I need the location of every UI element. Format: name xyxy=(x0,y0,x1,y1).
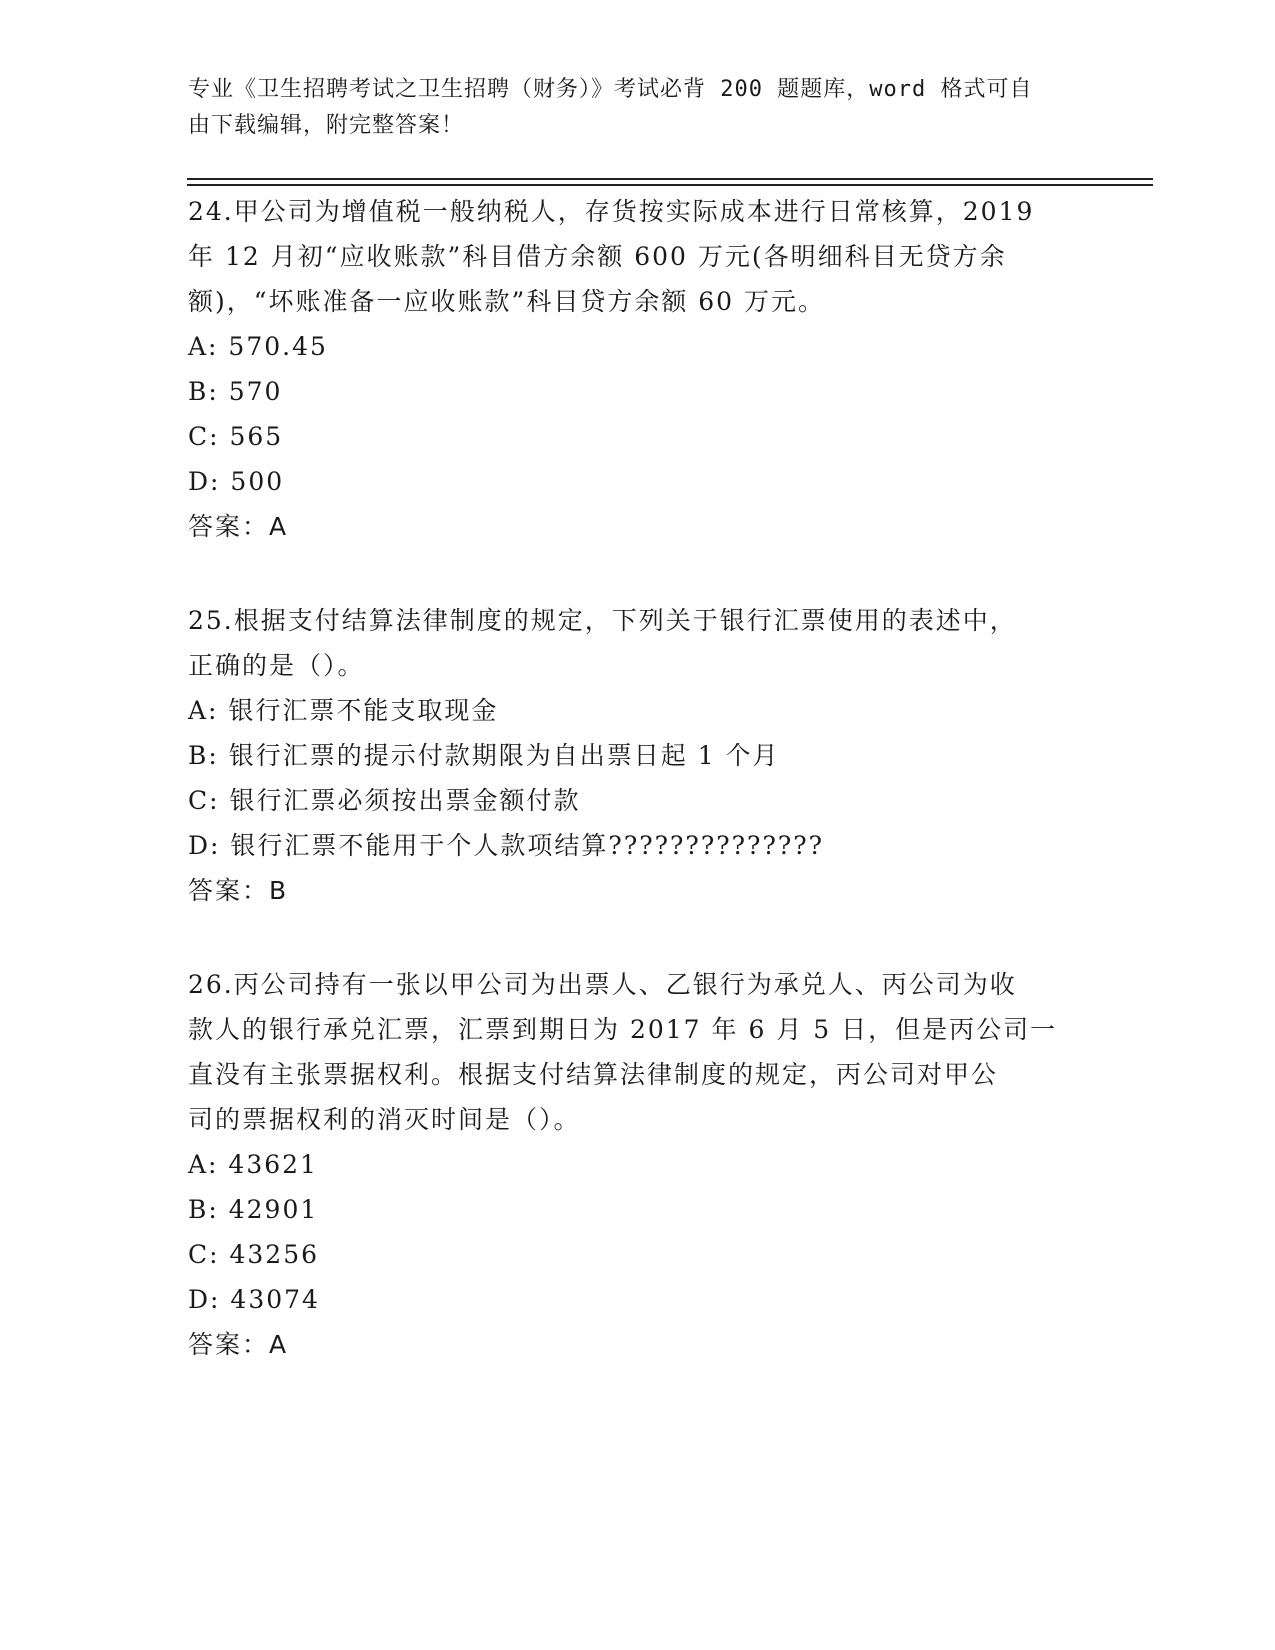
question-stem-line: 额)，“坏账准备一应收账款”科目贷方余额 60 万元。 xyxy=(188,287,826,316)
header-line-1: 专业《卫生招聘考试之卫生招聘（财务）》考试必背 200 题题库，word 格式可自 xyxy=(188,77,1033,102)
answer: 答案：A xyxy=(188,512,289,541)
question-stem-line: 年 12 月初“应收账款”科目借方余额 600 万元(各明细科目无贷方余 xyxy=(188,242,1007,271)
option-d: D: 500 xyxy=(188,467,285,496)
option-b: B: 银行汇票的提示付款期限为自出票日起 1 个月 xyxy=(188,741,780,770)
answer: 答案：A xyxy=(188,1330,289,1359)
header-divider-bottom xyxy=(187,184,1153,186)
option-a: A: 银行汇票不能支取现金 xyxy=(188,696,499,725)
question-stem-line: 24.甲公司为增值税一般纳税人，存货按实际成本进行日常核算，2019 xyxy=(188,197,1035,226)
question-stem-line: 25.根据支付结算法律制度的规定，下列关于银行汇票使用的表述中， xyxy=(188,606,1017,635)
option-b: B: 570 xyxy=(188,377,283,406)
option-c: C: 565 xyxy=(188,422,284,451)
option-a: A: 43621 xyxy=(188,1150,318,1179)
option-c: C: 43256 xyxy=(188,1240,320,1269)
question-25 xyxy=(188,598,1088,913)
option-d: D: 43074 xyxy=(188,1285,320,1314)
question-stem-line: 款人的银行承兑汇票，汇票到期日为 2017 年 6 月 5 日，但是丙公司一 xyxy=(188,1015,1058,1044)
question-26 xyxy=(188,962,1088,1367)
option-b: B: 42901 xyxy=(188,1195,319,1224)
question-24 xyxy=(188,189,1088,549)
question-stem-line: 26.丙公司持有一张以甲公司为出票人、乙银行为承兑人、丙公司为收 xyxy=(188,970,1017,999)
option-d: D: 银行汇票不能用于个人款项结算?????????????? xyxy=(188,831,825,860)
question-stem-line: 司的票据权利的消灭时间是（）。 xyxy=(188,1105,581,1134)
document-header xyxy=(188,72,1068,144)
question-stem-line: 正确的是（）。 xyxy=(188,651,365,680)
header-divider-top xyxy=(187,178,1153,180)
option-a: A: 570.45 xyxy=(188,332,328,361)
question-stem-line: 直没有主张票据权利。根据支付结算法律制度的规定，丙公司对甲公 xyxy=(188,1060,999,1089)
header-line-2: 由下载编辑，附完整答案！ xyxy=(188,113,465,138)
option-c: C: 银行汇票必须按出票金额付款 xyxy=(188,786,581,815)
answer: 答案：B xyxy=(188,876,289,905)
